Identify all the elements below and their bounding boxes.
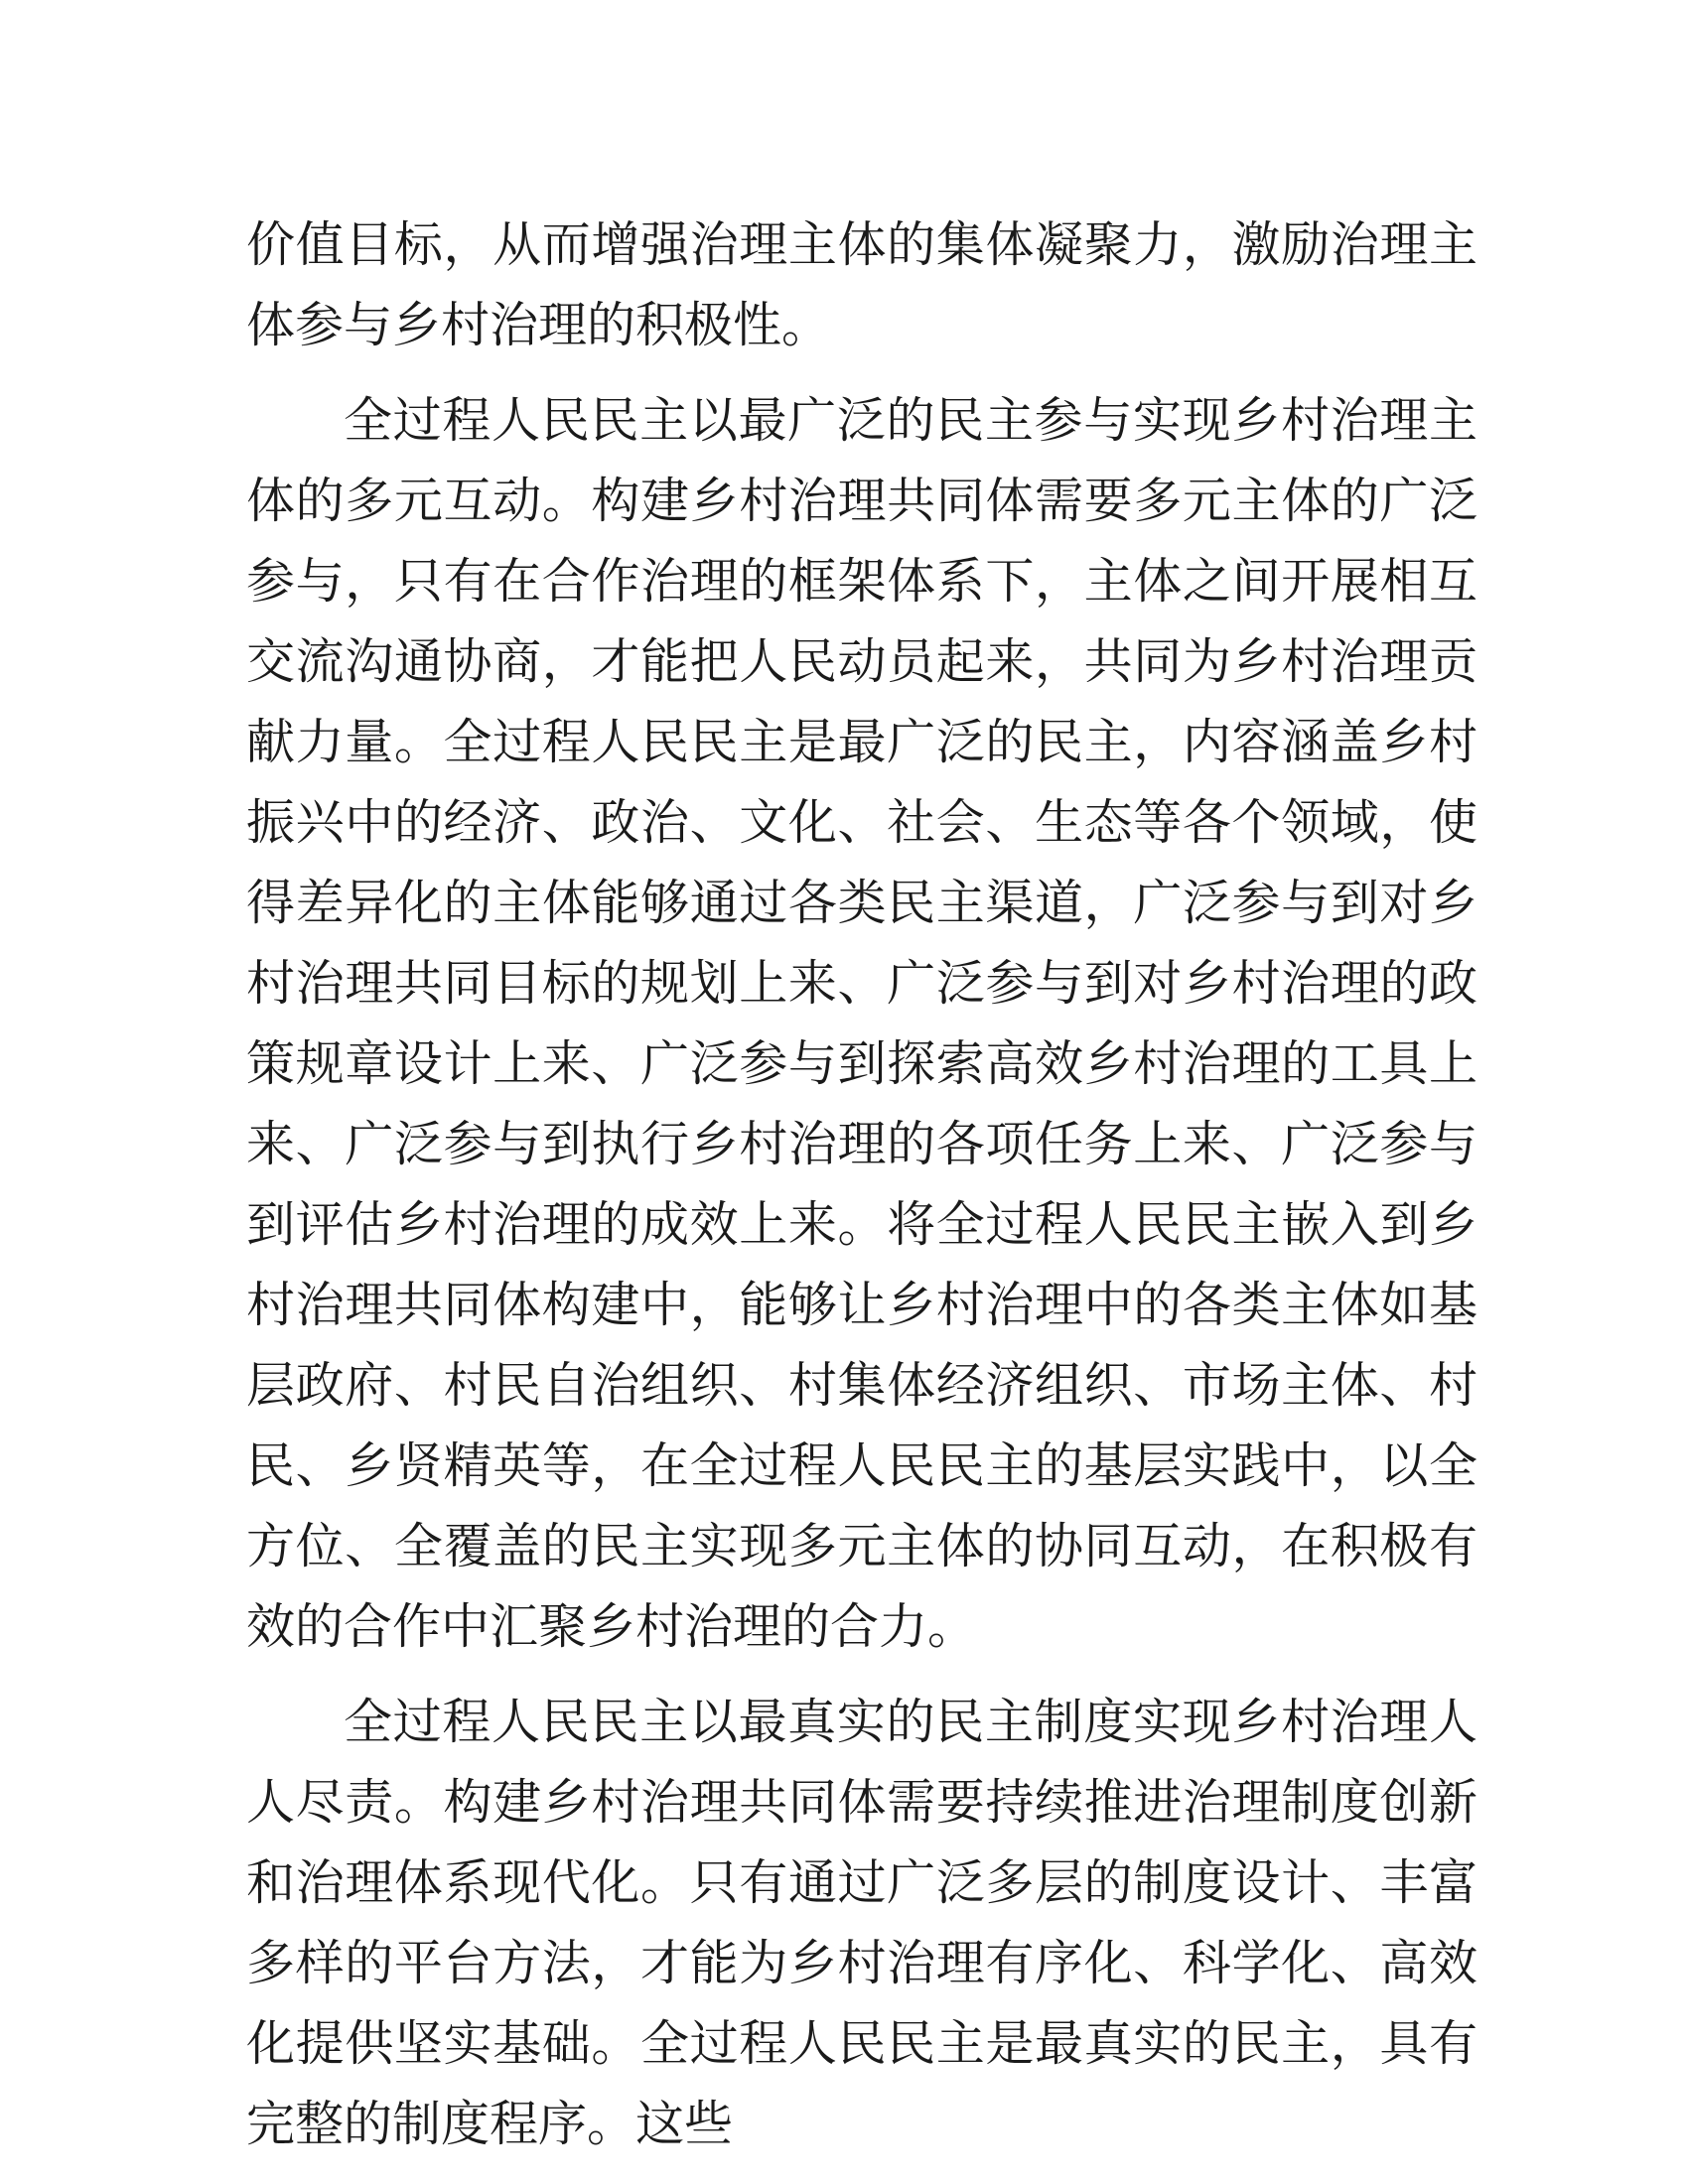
paragraph-3: 全过程人民民主以最真实的民主制度实现乡村治理人人尽责。构建乡村治理共同体需要持续推进治理制度创新和治理体系现代化。只有通过广泛多层的制度设计、丰富多样的平台方法，才能为乡村治理有序化、科学化、高效化提供坚实基础。全过程人民民主是最真实的民主，具有完整的制度程序。这些 xyxy=(246,1694,1477,2152)
body-text xyxy=(246,205,1477,2164)
paragraph-1: 价值目标，从而增强治理主体的集体凝聚力，激励治理主体参与乡村治理的积极性。 xyxy=(246,216,1477,353)
paragraph-2: 全过程人民民主以最广泛的民主参与实现乡村治理主体的多元互动。构建乡村治理共同体需要多元主体的广泛参与，只有在合作治理的框架体系下，主体之间开展相互交流沟通协商，才能把人民动员起来，共同为乡村治理贡献力量。全过程人民民主是最广泛的民主，内容涵盖乡村振兴中的经济、政治、文化、社会、生态等各个领域，使得差异化的主体能够通过各类民主渠道，广泛参与到对乡村治理共同目标的规划上来、广泛参与到对乡村治理的政策规章设计上来、广泛参与到探索高效乡村治理的工具上来、广泛参与到执行乡村治理的各项任务上来、广泛参与到评估乡村治理的成效上来。将全过程人民民主嵌入到乡村治理共同体构建中，能够让乡村治理中的各类主体如基层政府、村民自治组织、村集体经济组织、市场主体、村民、乡贤精英等，在全过程人民民主的基层实践中，以全方位、全覆盖的民主实现多元主体的协同互动，在积极有效的合作中汇聚乡村治理的合力。 xyxy=(246,392,1477,1655)
